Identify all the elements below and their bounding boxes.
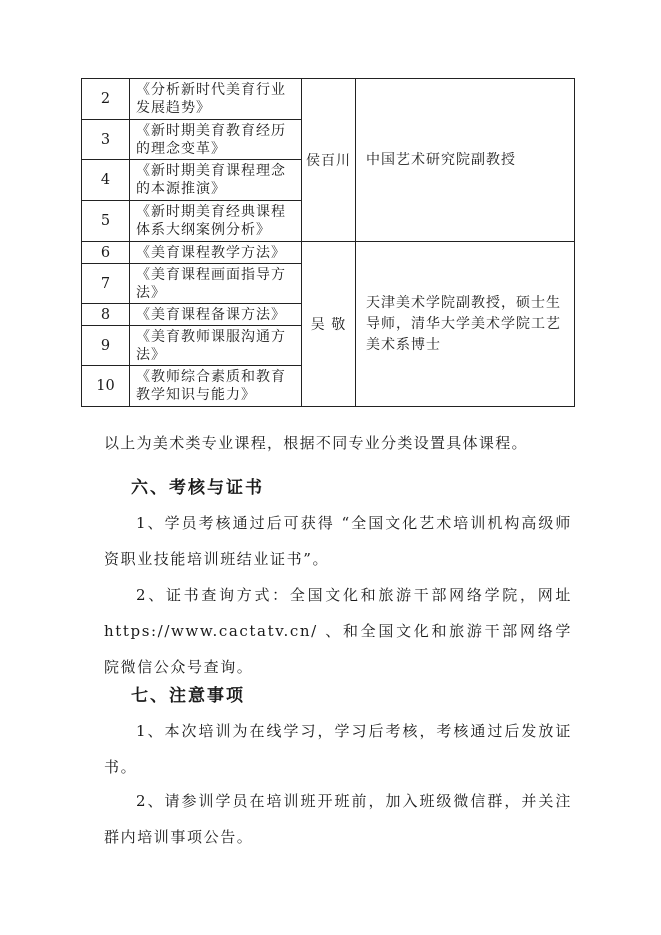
teacher-name: 吴 敬: [302, 242, 356, 407]
course-name: 《教师综合素质和教育教学知识与能力》: [130, 366, 302, 407]
row-number: 10: [82, 366, 130, 407]
paragraph: 2、证书查询方式：全国文化和旅游干部网络学院，网址 https://www.cactatv.cn/ 、和全国文化和旅游干部网络学院微信公众号查询。: [104, 586, 572, 676]
course-table: [81, 78, 575, 407]
paragraph: 1、学员考核通过后可获得 “全国文化艺术培训机构高级师资职业技能培训班结业证书”。: [104, 514, 572, 568]
row-number: 3: [82, 120, 130, 160]
row-number: 4: [82, 160, 130, 201]
course-name: 《美育课程备课方法》: [130, 304, 302, 326]
table-row: [82, 242, 575, 264]
row-number: 6: [82, 242, 130, 264]
teacher-name: 侯百川: [302, 79, 356, 242]
teacher-title: 天津美术学院副教授，硕士生导师，清华大学美术学院工艺美术系博士: [356, 242, 575, 407]
row-number: 8: [82, 304, 130, 326]
table-row: [82, 79, 575, 120]
course-name: 《美育课程教学方法》: [130, 242, 302, 264]
row-number: 9: [82, 326, 130, 366]
course-name: 《分析新时代美育行业发展趋势》: [130, 79, 302, 120]
course-name: 《美育课程画面指导方法》: [130, 264, 302, 304]
section-heading: 七、注意事项: [131, 686, 245, 706]
course-name: 《新时期美育教育经历的理念变革》: [130, 120, 302, 160]
section-heading: 六、考核与证书: [131, 478, 264, 498]
table-note: 以上为美术类专业课程，根据不同专业分类设置具体课程。: [104, 434, 528, 452]
teacher-title: 中国艺术研究院副教授: [356, 79, 575, 242]
row-number: 7: [82, 264, 130, 304]
row-number: 5: [82, 201, 130, 242]
course-name: 《新时期美育课程理念的本源推演》: [130, 160, 302, 201]
course-name: 《美育教师课服沟通方法》: [130, 326, 302, 366]
course-name: 《新时期美育经典课程体系大纲案例分析》: [130, 201, 302, 242]
paragraph: 1、本次培训为在线学习，学习后考核，考核通过后发放证书。: [104, 722, 572, 776]
row-number: 2: [82, 79, 130, 120]
paragraph: 2、请参训学员在培训班开班前，加入班级微信群，并关注群内培训事项公告。: [104, 792, 572, 846]
